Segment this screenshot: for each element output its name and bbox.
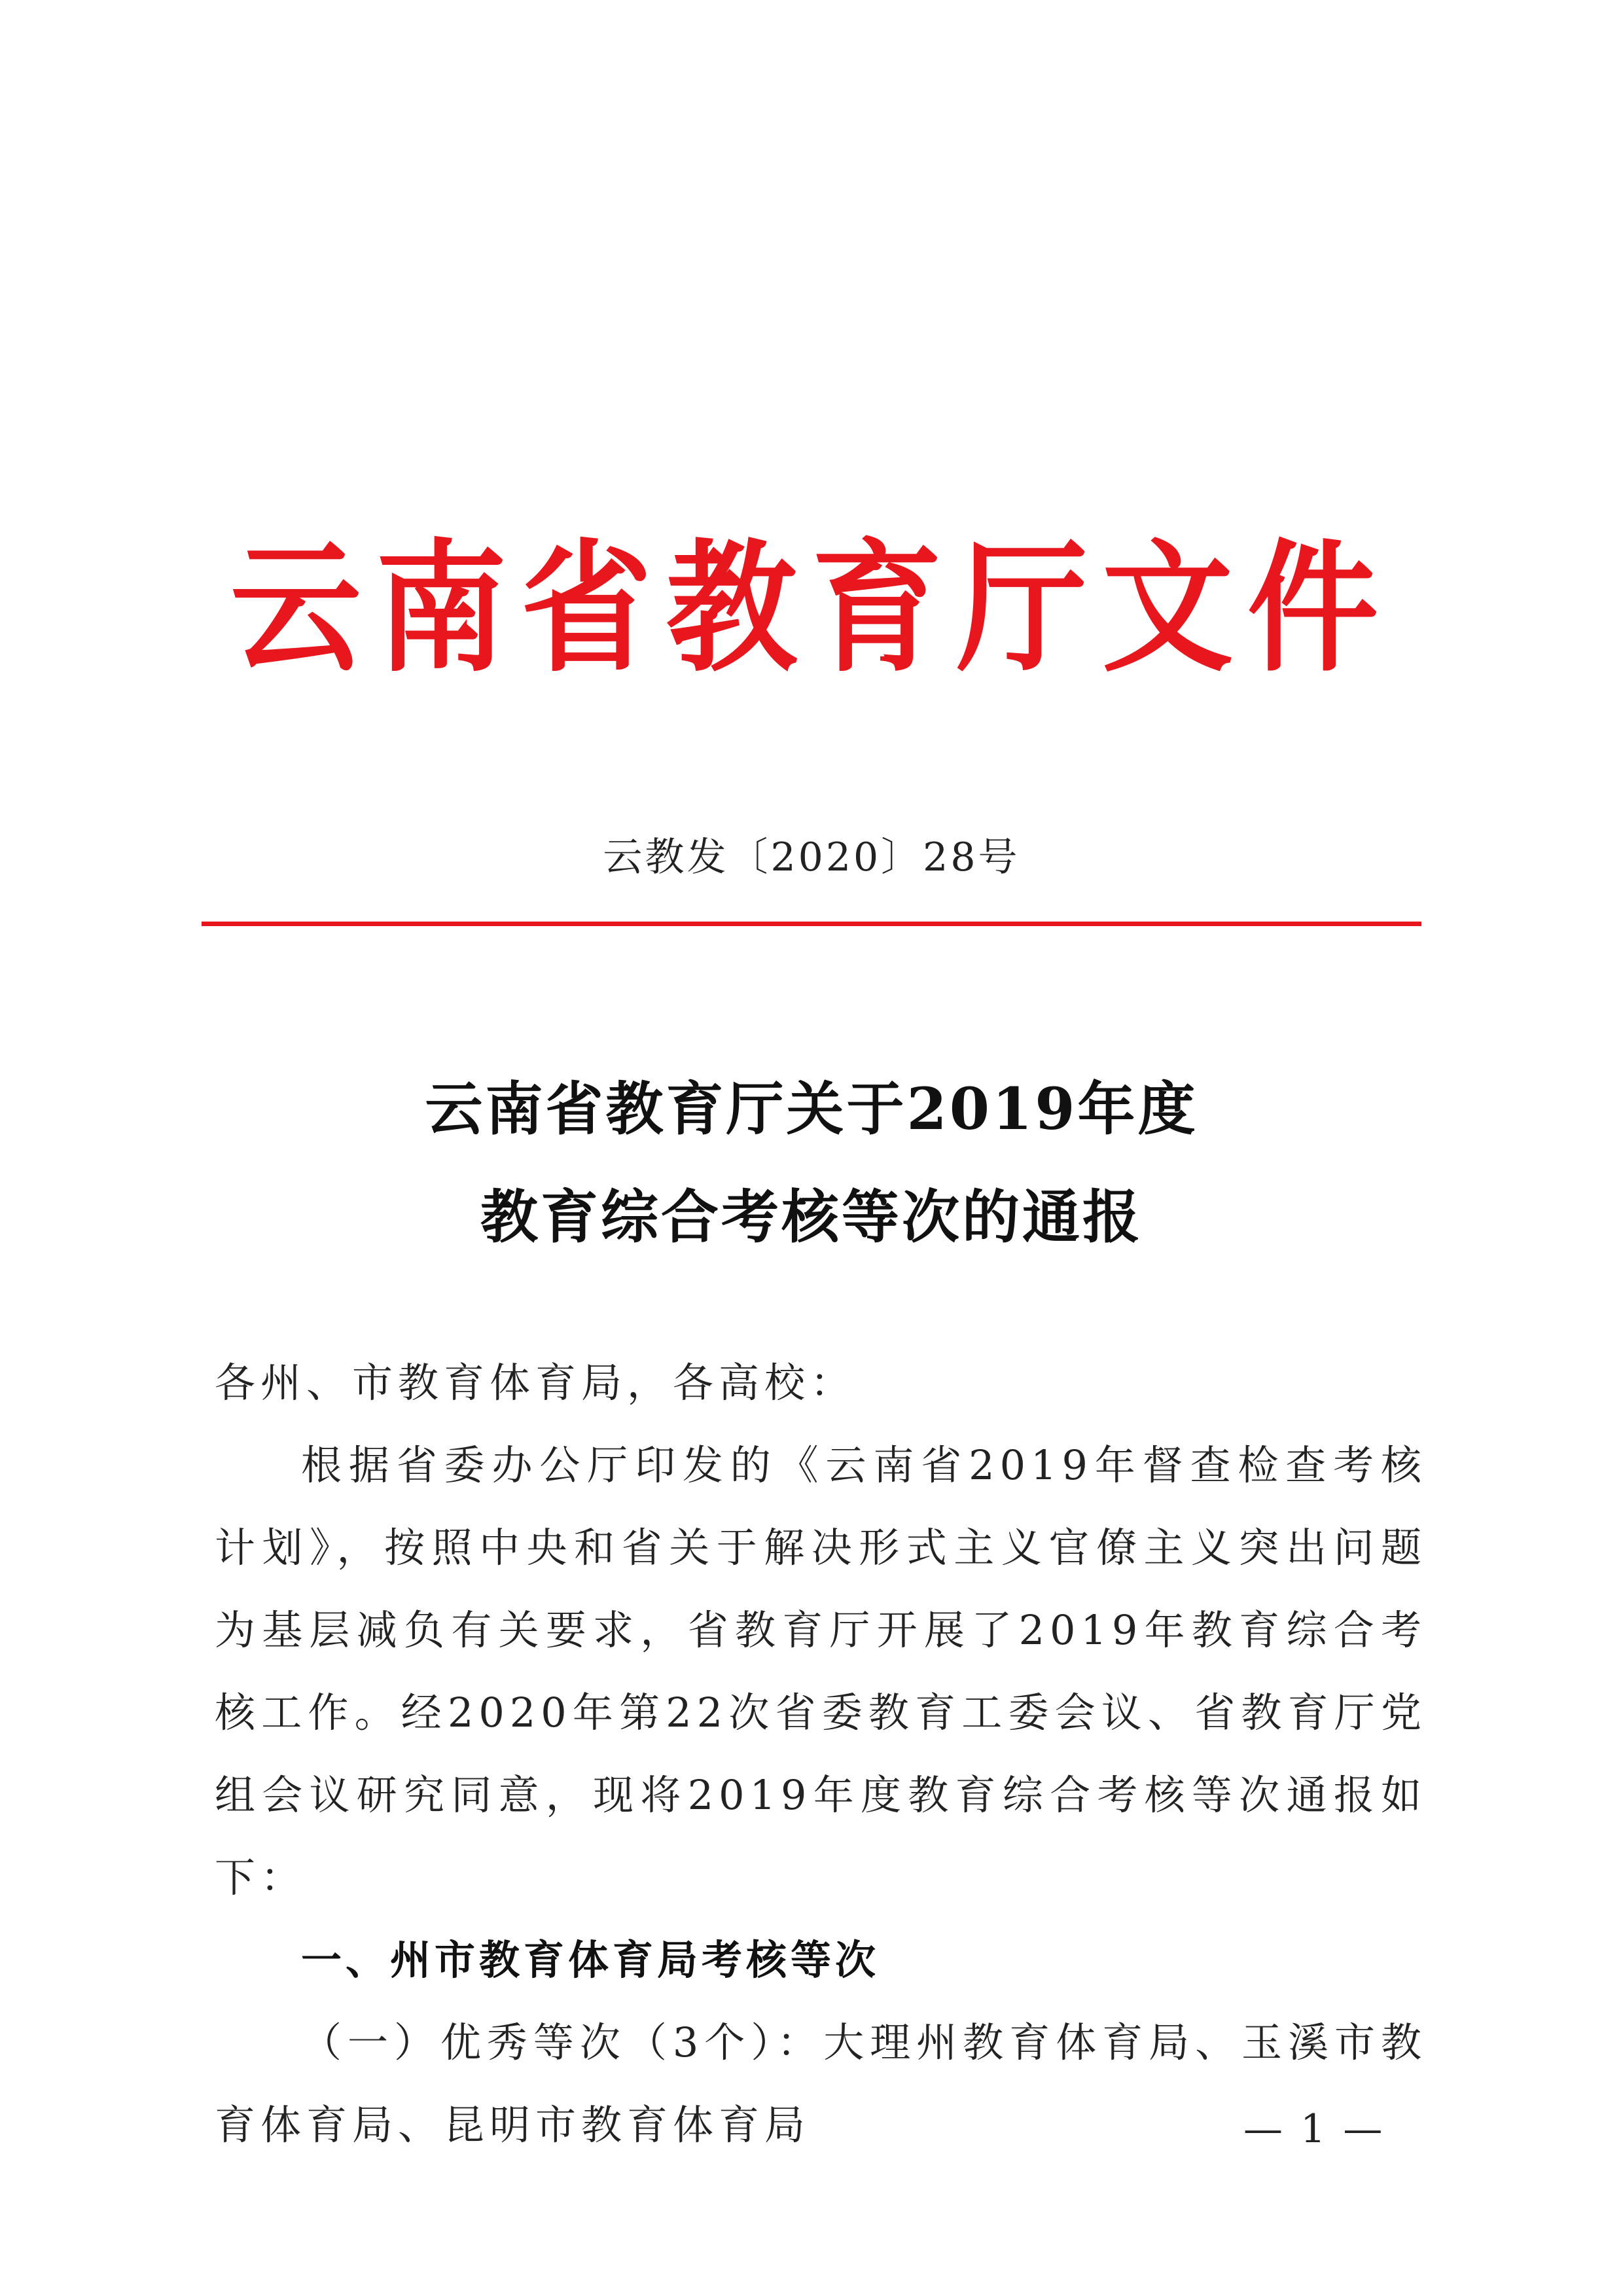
notice-title-line-2: 教育综合考核等次的通报 [480,1183,1143,1251]
page-number: — 1 — [1243,2106,1385,2152]
salutation: 各州、市教育体育局，各高校： [215,1359,857,1407]
document-body [215,1342,1427,2166]
red-separator-line [202,922,1421,926]
document-number: 云教发〔2020〕28号 [603,834,1020,880]
section-heading-1: 一、州市教育体育局考核等次 [301,1936,880,1984]
masthead-title: 云南省教育厅文件 [230,525,1393,692]
section-1-item-1: （一）优秀等次（3个）：大理州教育体育局、玉溪市教育体育局、昆明市教育体育局 [215,2018,1427,2149]
paragraph-intro: 根据省委办公厅印发的《云南省2019年督查检查考核计划》，按照中央和省关于解决形式主义官僚主义突出问题为基层减负有关要求，省教育厅开展了2019年教育综合考核工作。经2020年第22次省委教育工委会议、省教育厅党组会议研究同意，现将2019年度教育综合考核等次通报如下： [215,1441,1427,1901]
notice-title-line-1: 云南省教育厅关于2019年度 [425,1075,1198,1143]
